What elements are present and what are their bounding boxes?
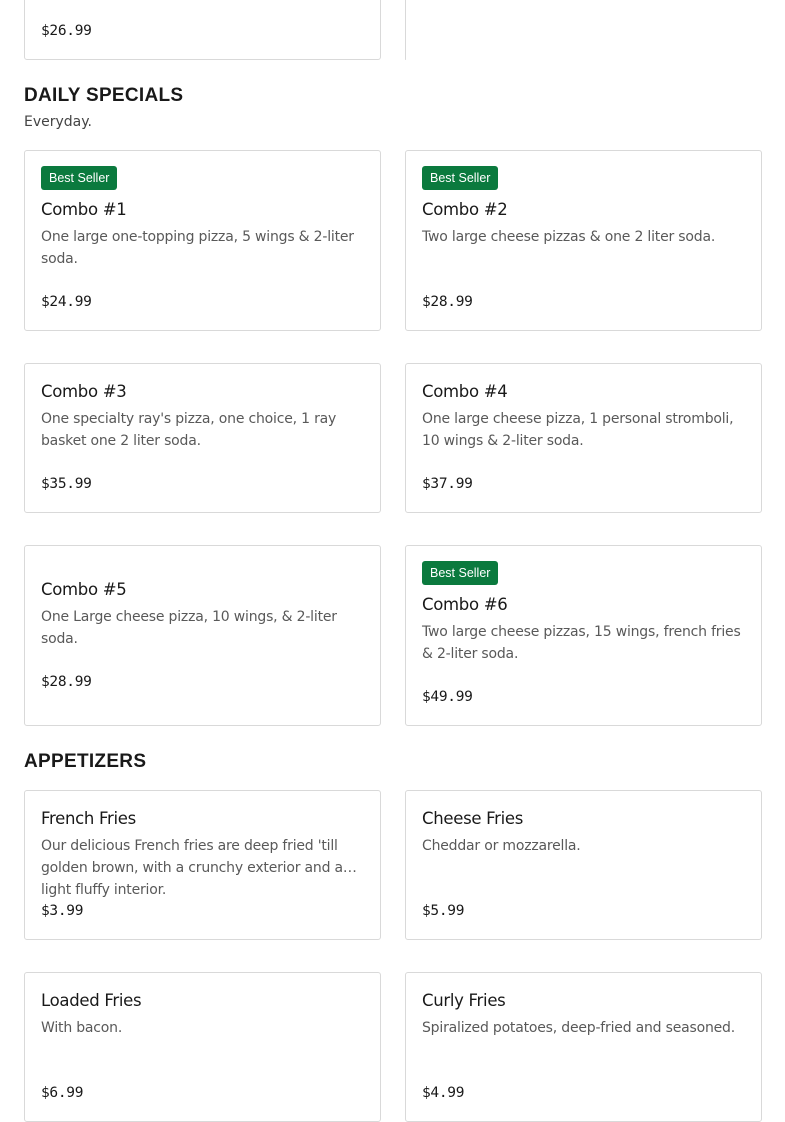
menu-item-price: $5.99 <box>422 903 465 919</box>
menu-item-description: Cheddar or mozzarella. <box>422 838 581 854</box>
menu-item-card[interactable] <box>24 972 381 1122</box>
menu-item-name: Combo #4 <box>422 382 508 401</box>
menu-item-description: Spiralized potatoes, deep-fried and seasoned. <box>422 1020 735 1036</box>
menu-item-price: $24.99 <box>41 294 92 310</box>
menu-item-price: $28.99 <box>41 674 92 690</box>
best-seller-badge: Best Seller <box>41 166 117 190</box>
menu-item-card[interactable] <box>405 972 762 1122</box>
menu-item-price: $49.99 <box>422 689 473 705</box>
menu-item-name: Combo #2 <box>422 200 508 219</box>
section-subtitle: Everyday. <box>24 114 92 130</box>
menu-item-price: $3.99 <box>41 903 84 919</box>
menu-item-card[interactable] <box>405 363 762 513</box>
menu-item-description: One specialty ray's pizza, one choice, 1 ray basket one 2 liter soda. <box>41 411 337 449</box>
menu-item-price: $37.99 <box>422 476 473 492</box>
menu-item-price: $28.99 <box>422 294 473 310</box>
menu-item-description: Two large cheese pizzas & one 2 liter soda. <box>422 229 716 245</box>
menu-item-price: $35.99 <box>41 476 92 492</box>
menu-item-name: Cheese Fries <box>422 809 524 828</box>
menu-item-card[interactable] <box>405 150 762 331</box>
menu-item-price: $26.99 <box>41 23 92 39</box>
best-seller-badge: Best Seller <box>422 561 498 585</box>
menu-item-card[interactable] <box>24 790 381 940</box>
best-seller-badge: Best Seller <box>422 166 498 190</box>
menu-item-name: Curly Fries <box>422 991 506 1010</box>
menu-item-card[interactable] <box>24 150 381 331</box>
menu-item-card[interactable] <box>24 0 381 60</box>
menu-item-card[interactable] <box>24 545 381 726</box>
menu-item-name: Combo #1 <box>41 200 127 219</box>
menu-item-description: One large cheese pizza, 1 personal stromboli, 10 wings & 2-liter soda. <box>422 411 734 449</box>
menu-item-card[interactable] <box>405 790 762 940</box>
menu-item-price: $4.99 <box>422 1085 465 1101</box>
menu-item-name: Combo #5 <box>41 580 127 599</box>
menu-item-description: Two large cheese pizzas, 15 wings, french fries & 2-liter soda. <box>422 624 741 662</box>
menu-item-name: Combo #3 <box>41 382 127 401</box>
menu-item-description: With bacon. <box>41 1020 123 1036</box>
menu-item-name: Loaded Fries <box>41 991 142 1010</box>
section-title-appetizers: APPETIZERS <box>24 751 147 772</box>
divider <box>405 0 406 60</box>
menu-item-description: One Large cheese pizza, 10 wings, & 2-liter soda. <box>41 609 337 647</box>
menu-item-description: One large one-topping pizza, 5 wings & 2-liter soda. <box>41 229 354 267</box>
menu-item-card[interactable] <box>405 545 762 726</box>
menu-item-name: Combo #6 <box>422 595 508 614</box>
menu-item-price: $6.99 <box>41 1085 84 1101</box>
section-title-daily-specials: DAILY SPECIALS <box>24 85 184 106</box>
menu-item-name: French Fries <box>41 809 136 828</box>
menu-item-description: Our delicious French fries are deep fried 'till golden brown, with a crunchy exterior and a light fluffy interior. <box>41 838 343 898</box>
menu-item-card[interactable] <box>24 363 381 513</box>
